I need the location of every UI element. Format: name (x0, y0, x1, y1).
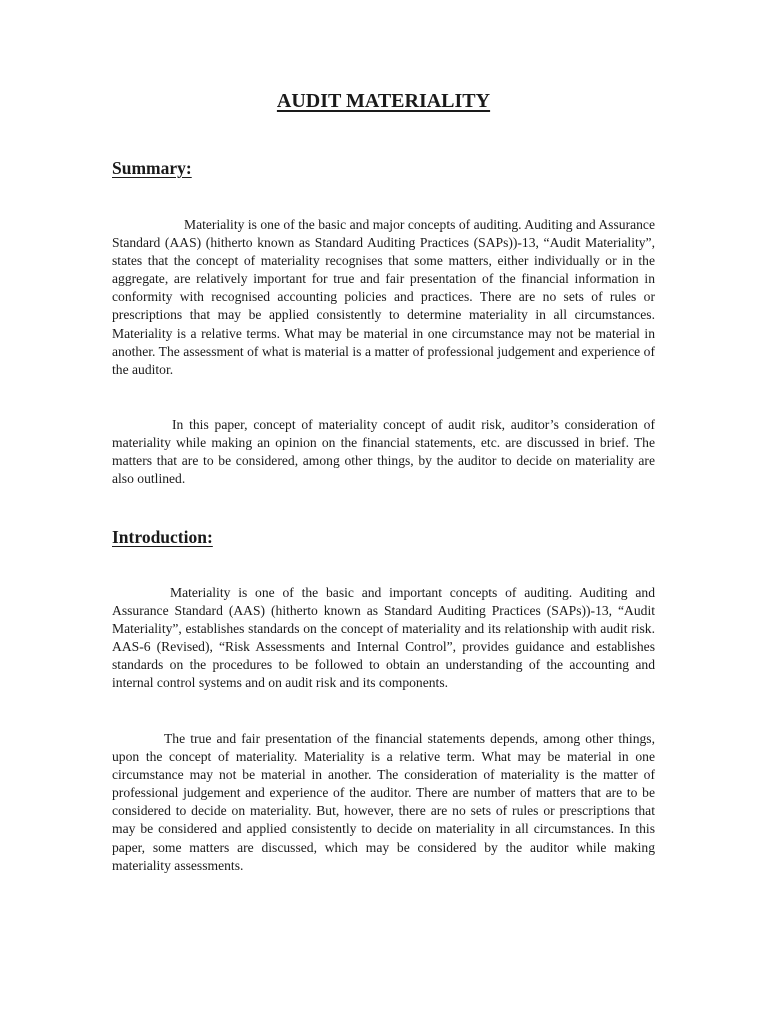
summary-paragraph-2: In this paper, concept of materiality concept of audit risk, auditor’s consideration of materiality while making an opinion on the financial statements, etc. are discussed in brief. The matters that are to be considered, among other things, by the auditor to decide on materiality are also outlined. (112, 417, 655, 487)
summary-heading: Summary: (112, 158, 192, 178)
introduction-paragraph-1: Materiality is one of the basic and important concepts of auditing. Auditing and Assurance Standard (AAS) (hitherto known as Standard Auditing Practices (SAPs))-13, “Audit Materiality”, establishes standards on the concept of materiality and its relationship with audit risk. AAS-6 (Revised), “Risk Assessments and Internal Control”, provides guidance and establishes standards on the procedures to be followed to obtain an understanding of the accounting and internal control systems and on audit risk and its components. (112, 585, 655, 691)
introduction-heading: Introduction: (112, 527, 213, 547)
document-title: AUDIT MATERIALITY (276, 90, 491, 112)
summary-paragraph-1: Materiality is one of the basic and major concepts of auditing. Auditing and Assurance Standard (AAS) (hitherto known as Standard Auditing Practices (SAPs))-13, “Audit Materiality”, states that the concept of materiality recognises that some matters, either individually or in the aggregate, are relatively important for true and fair presentation of the financial information in conformity with recognised accounting policies and practices. There are no sets of rules or prescriptions that may be applied consistently to determine materiality in all circumstances. Materiality is a relative terms. What may be material in one circumstance may not be material in another. The assessment of what is material is a matter of professional judgement and experience of the auditor. (112, 217, 655, 377)
introduction-paragraph-2: The true and fair presentation of the financial statements depends, among other things, upon the concept of materiality. Materiality is a relative term. What may be material in one circumstance may not be material in another. The consideration of materiality is the matter of professional judgement and experience of the auditor. There are number of matters that are to be considered to decide on materiality. But, however, there are no sets of rules or prescriptions that may be considered and applied consistently to decide on materiality in all circumstances. In this paper, some matters are discussed, which may be considered by the auditor while making materiality assessments. (112, 731, 655, 873)
